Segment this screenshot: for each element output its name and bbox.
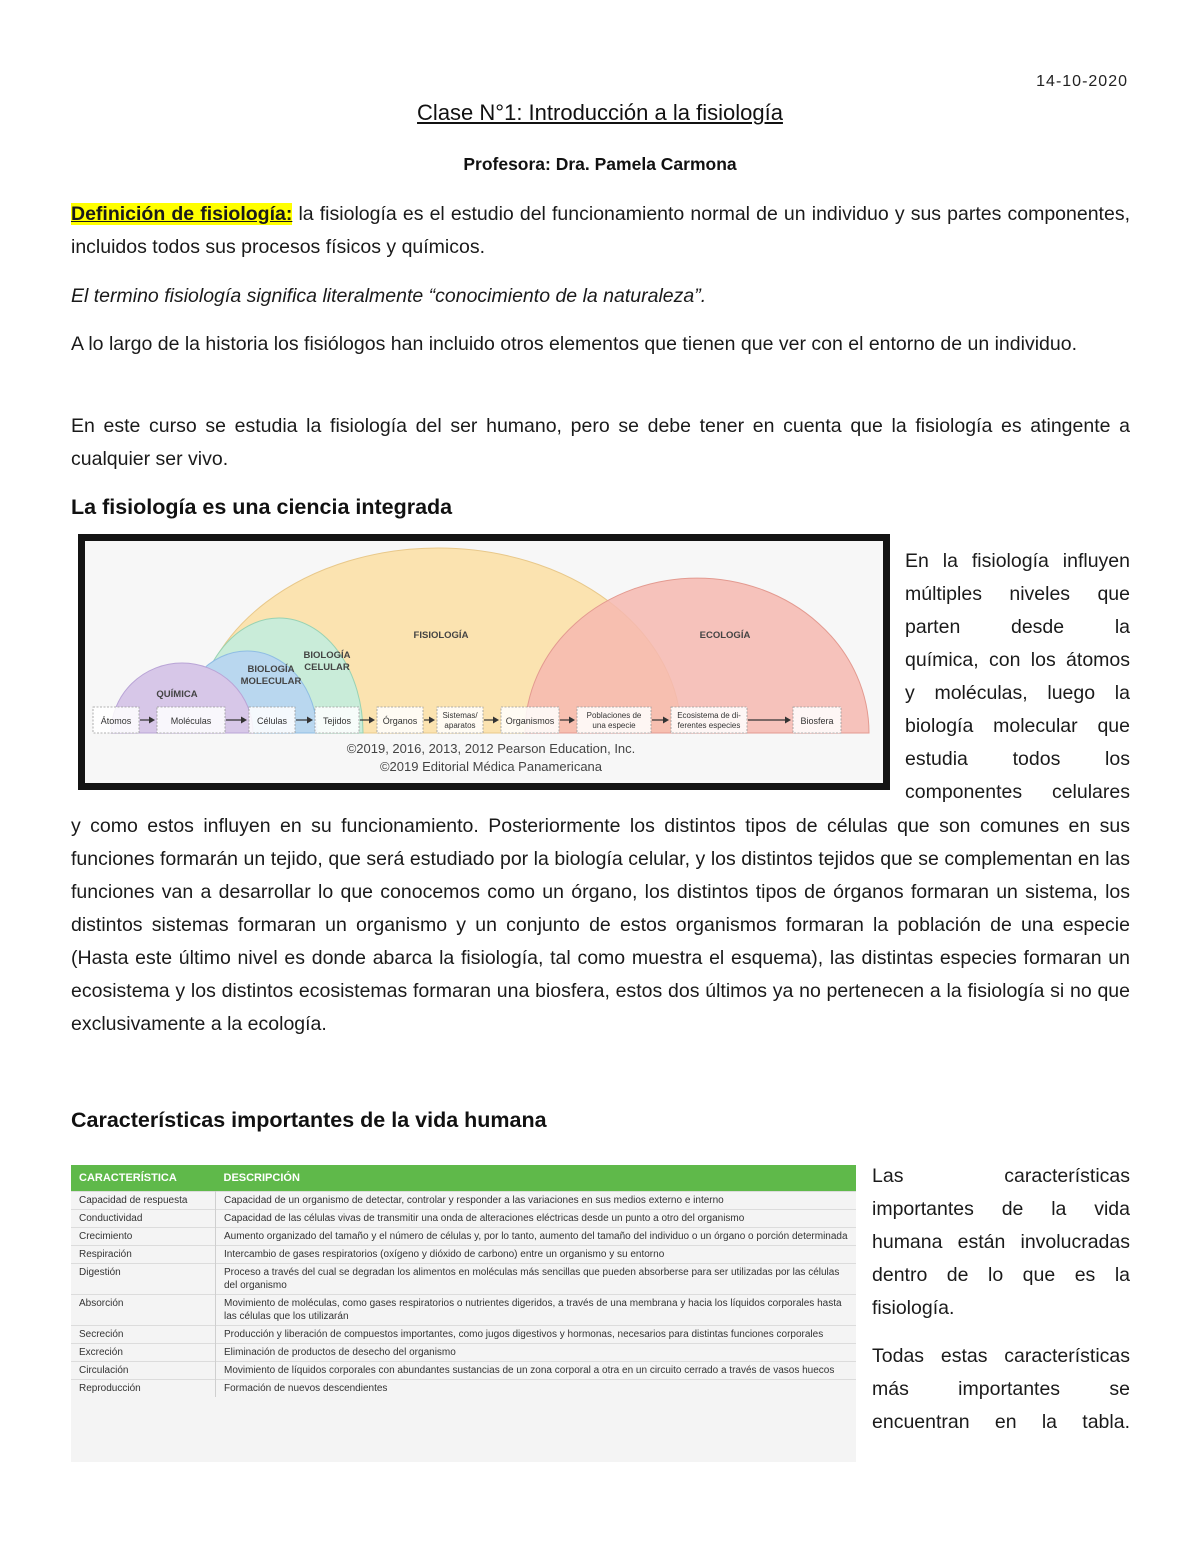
characteristic-cell: Reproducción <box>71 1380 216 1398</box>
level-box <box>315 707 359 733</box>
table-row <box>71 1210 856 1228</box>
levels-diagram <box>85 541 883 783</box>
level-label: Células <box>256 716 288 726</box>
levels-explanation-paragraph: y como estos influyen en su funcionamiento. Posteriormente los distintos tipos de células que son comunes en sus funciones formarán un tejido, que será estudiado por la biología celular, y los distintos tejidos que se complementan en las funciones van a desarrollar lo que conocemos como un órgano, los distintos tipos de órganos formaran un sistema, los distintos sistemas formaran un organismo y un conjunto de estos organismos formaran la población de una especie (Hasta este último nivel es donde abarca la fisiología, tal como muestra el esquema), las distintas especies formaran un ecosistema y los distintos ecosistemas formaran una biosfera, estos dos últimos ya no pertenecen a la fisiología si no que exclusivamente a la ecología. <box>71 815 1130 1035</box>
description-cell: Producción y liberación de compuestos importantes, como jugos digestivos y hormonas, necesarios para distintas funciones corporales <box>216 1326 857 1344</box>
level-box <box>157 707 225 733</box>
table-row <box>71 1228 856 1246</box>
level-label: Moléculas <box>170 716 212 726</box>
section-heading-integrated: La fisiología es una ciencia integrada <box>71 495 453 519</box>
characteristic-cell: Crecimiento <box>71 1228 216 1246</box>
side-line: y moléculas, luego la <box>905 682 1130 704</box>
level-box <box>377 707 423 733</box>
description-cell: Aumento organizado del tamaño y el número de células y, por lo tanto, aumento del tamaño del individuo o un órgano o porción determinada <box>216 1228 857 1246</box>
table-header-cell: DESCRIPCIÓN <box>216 1165 857 1192</box>
table-side-text <box>872 1160 1130 1454</box>
label-biologia-celular-2: CELULAR <box>304 662 350 673</box>
history-paragraph: A lo largo de la historia los fisiólogos han incluido otros elementos que tienen que ver con el entorno de un individuo. <box>71 333 1077 355</box>
characteristic-cell: Excreción <box>71 1344 216 1362</box>
characteristic-cell: Capacidad de respuesta <box>71 1192 216 1210</box>
table-row <box>71 1246 856 1264</box>
label-biologia-molecular-1: BIOLOGÍA <box>247 664 295 675</box>
label-biologia-molecular-2: MOLECULAR <box>240 676 302 687</box>
characteristics-table <box>71 1165 856 1397</box>
side-line: química, con los átomos <box>905 649 1130 671</box>
characteristics-table-image <box>71 1165 856 1462</box>
credit-panamericana: ©2019 Editorial Médica Panamericana <box>379 759 603 774</box>
levels-row <box>93 707 841 733</box>
table-side-paragraph-2: Todas estas características más importantes se encuentran en la tabla. <box>872 1345 1130 1433</box>
page-title: Clase N°1: Introducción a la fisiología <box>417 100 783 125</box>
definition-paragraph <box>71 198 1130 264</box>
level-label: Biosfera <box>800 716 834 726</box>
section-heading-characteristics: Características importantes de la vida humana <box>71 1108 547 1132</box>
physiology-levels-figure <box>78 534 890 790</box>
table-header-cell: CARACTERÍSTICA <box>71 1165 216 1192</box>
definition-label: Definición de fisiología: <box>71 203 293 225</box>
side-line: biología molecular que <box>905 715 1130 737</box>
level-box <box>501 707 559 733</box>
description-cell: Capacidad de las células vivas de transmitir una onda de alteraciones eléctricas desde un punto a otro del organismo <box>216 1210 857 1228</box>
figure-side-text <box>905 545 1130 809</box>
table-row <box>71 1264 856 1295</box>
label-fisiologia: FISIOLOGÍA <box>413 630 469 641</box>
level-label: Órganos <box>382 716 418 726</box>
level-label: una especie <box>592 721 636 730</box>
side-line: En la fisiología influyen <box>905 550 1130 572</box>
characteristic-cell: Digestión <box>71 1264 216 1295</box>
table-row <box>71 1344 856 1362</box>
level-box <box>93 707 139 733</box>
level-box <box>249 707 295 733</box>
level-box <box>577 707 651 733</box>
description-cell: Intercambio de gases respiratorios (oxígeno y dióxido de carbono) entre un organismo y su entorno <box>216 1246 857 1264</box>
description-cell: Capacidad de un organismo de detectar, controlar y responder a las variaciones en sus medios externo e interno <box>216 1192 857 1210</box>
label-biologia-celular-1: BIOLOGÍA <box>303 650 351 661</box>
description-cell: Formación de nuevos descendientes <box>216 1380 857 1398</box>
side-line: múltiples niveles que <box>905 583 1130 605</box>
level-label: Poblaciones de <box>586 711 642 720</box>
side-line: componentes celulares <box>905 781 1130 803</box>
level-box <box>671 707 747 733</box>
level-label: Sistemas/ <box>442 711 478 720</box>
quote-paragraph: El termino fisiología significa literalmente “conocimiento de la naturaleza”. <box>71 285 707 307</box>
label-ecologia: ECOLOGÍA <box>699 630 751 641</box>
description-cell: Proceso a través del cual se degradan los alimentos en moléculas más sencillas que pueden absorberse para ser utilizadas por las células del organismo <box>216 1264 857 1295</box>
table-row <box>71 1326 856 1344</box>
definition-text: la fisiología es el estudio del funcionamiento normal de un individuo y sus partes componentes, incluidos todos sus procesos físicos y químicos. <box>71 203 1130 258</box>
level-box <box>437 707 483 733</box>
level-box <box>793 707 841 733</box>
characteristic-cell: Absorción <box>71 1295 216 1326</box>
level-label: Átomos <box>100 716 132 726</box>
side-line: parten desde la <box>905 616 1130 638</box>
characteristic-cell: Respiración <box>71 1246 216 1264</box>
level-label: aparatos <box>444 721 476 730</box>
level-label: Organismos <box>505 716 555 726</box>
course-paragraph: En este curso se estudia la fisiología del ser humano, pero se debe tener en cuenta que la fisiología es atingente a cualquier ser vivo. <box>71 415 1130 470</box>
characteristic-cell: Secreción <box>71 1326 216 1344</box>
label-quimica: QUÍMICA <box>156 689 198 700</box>
credit-pearson: ©2019, 2016, 2013, 2012 Pearson Education, Inc. <box>346 741 636 756</box>
description-cell: Movimiento de líquidos corporales con abundantes sustancias de un zona corporal a otra en un circuito cerrado a través de vasos huecos <box>216 1362 857 1380</box>
table-row <box>71 1192 856 1210</box>
date: 14-10-2020 <box>1036 73 1128 90</box>
level-label: Ecosistema de di- <box>677 711 741 720</box>
description-cell: Movimiento de moléculas, como gases respiratorios o nutrientes digeridos, a través de una membrana y hacia los líquidos corporales hasta las células que los utilizarán <box>216 1295 857 1326</box>
description-cell: Eliminación de productos de desecho del organismo <box>216 1344 857 1362</box>
table-row <box>71 1362 856 1380</box>
characteristic-cell: Circulación <box>71 1362 216 1380</box>
side-line: estudia todos los <box>905 748 1130 770</box>
level-label: Tejidos <box>322 716 352 726</box>
characteristic-cell: Conductividad <box>71 1210 216 1228</box>
table-row <box>71 1295 856 1326</box>
page-subtitle: Profesora: Dra. Pamela Carmona <box>463 154 737 174</box>
table-side-paragraph-1: Las características importantes de la vida humana están involucradas dentro de lo que es la fisiología. <box>872 1165 1130 1319</box>
table-row <box>71 1380 856 1398</box>
level-label: ferentes especies <box>677 721 741 730</box>
